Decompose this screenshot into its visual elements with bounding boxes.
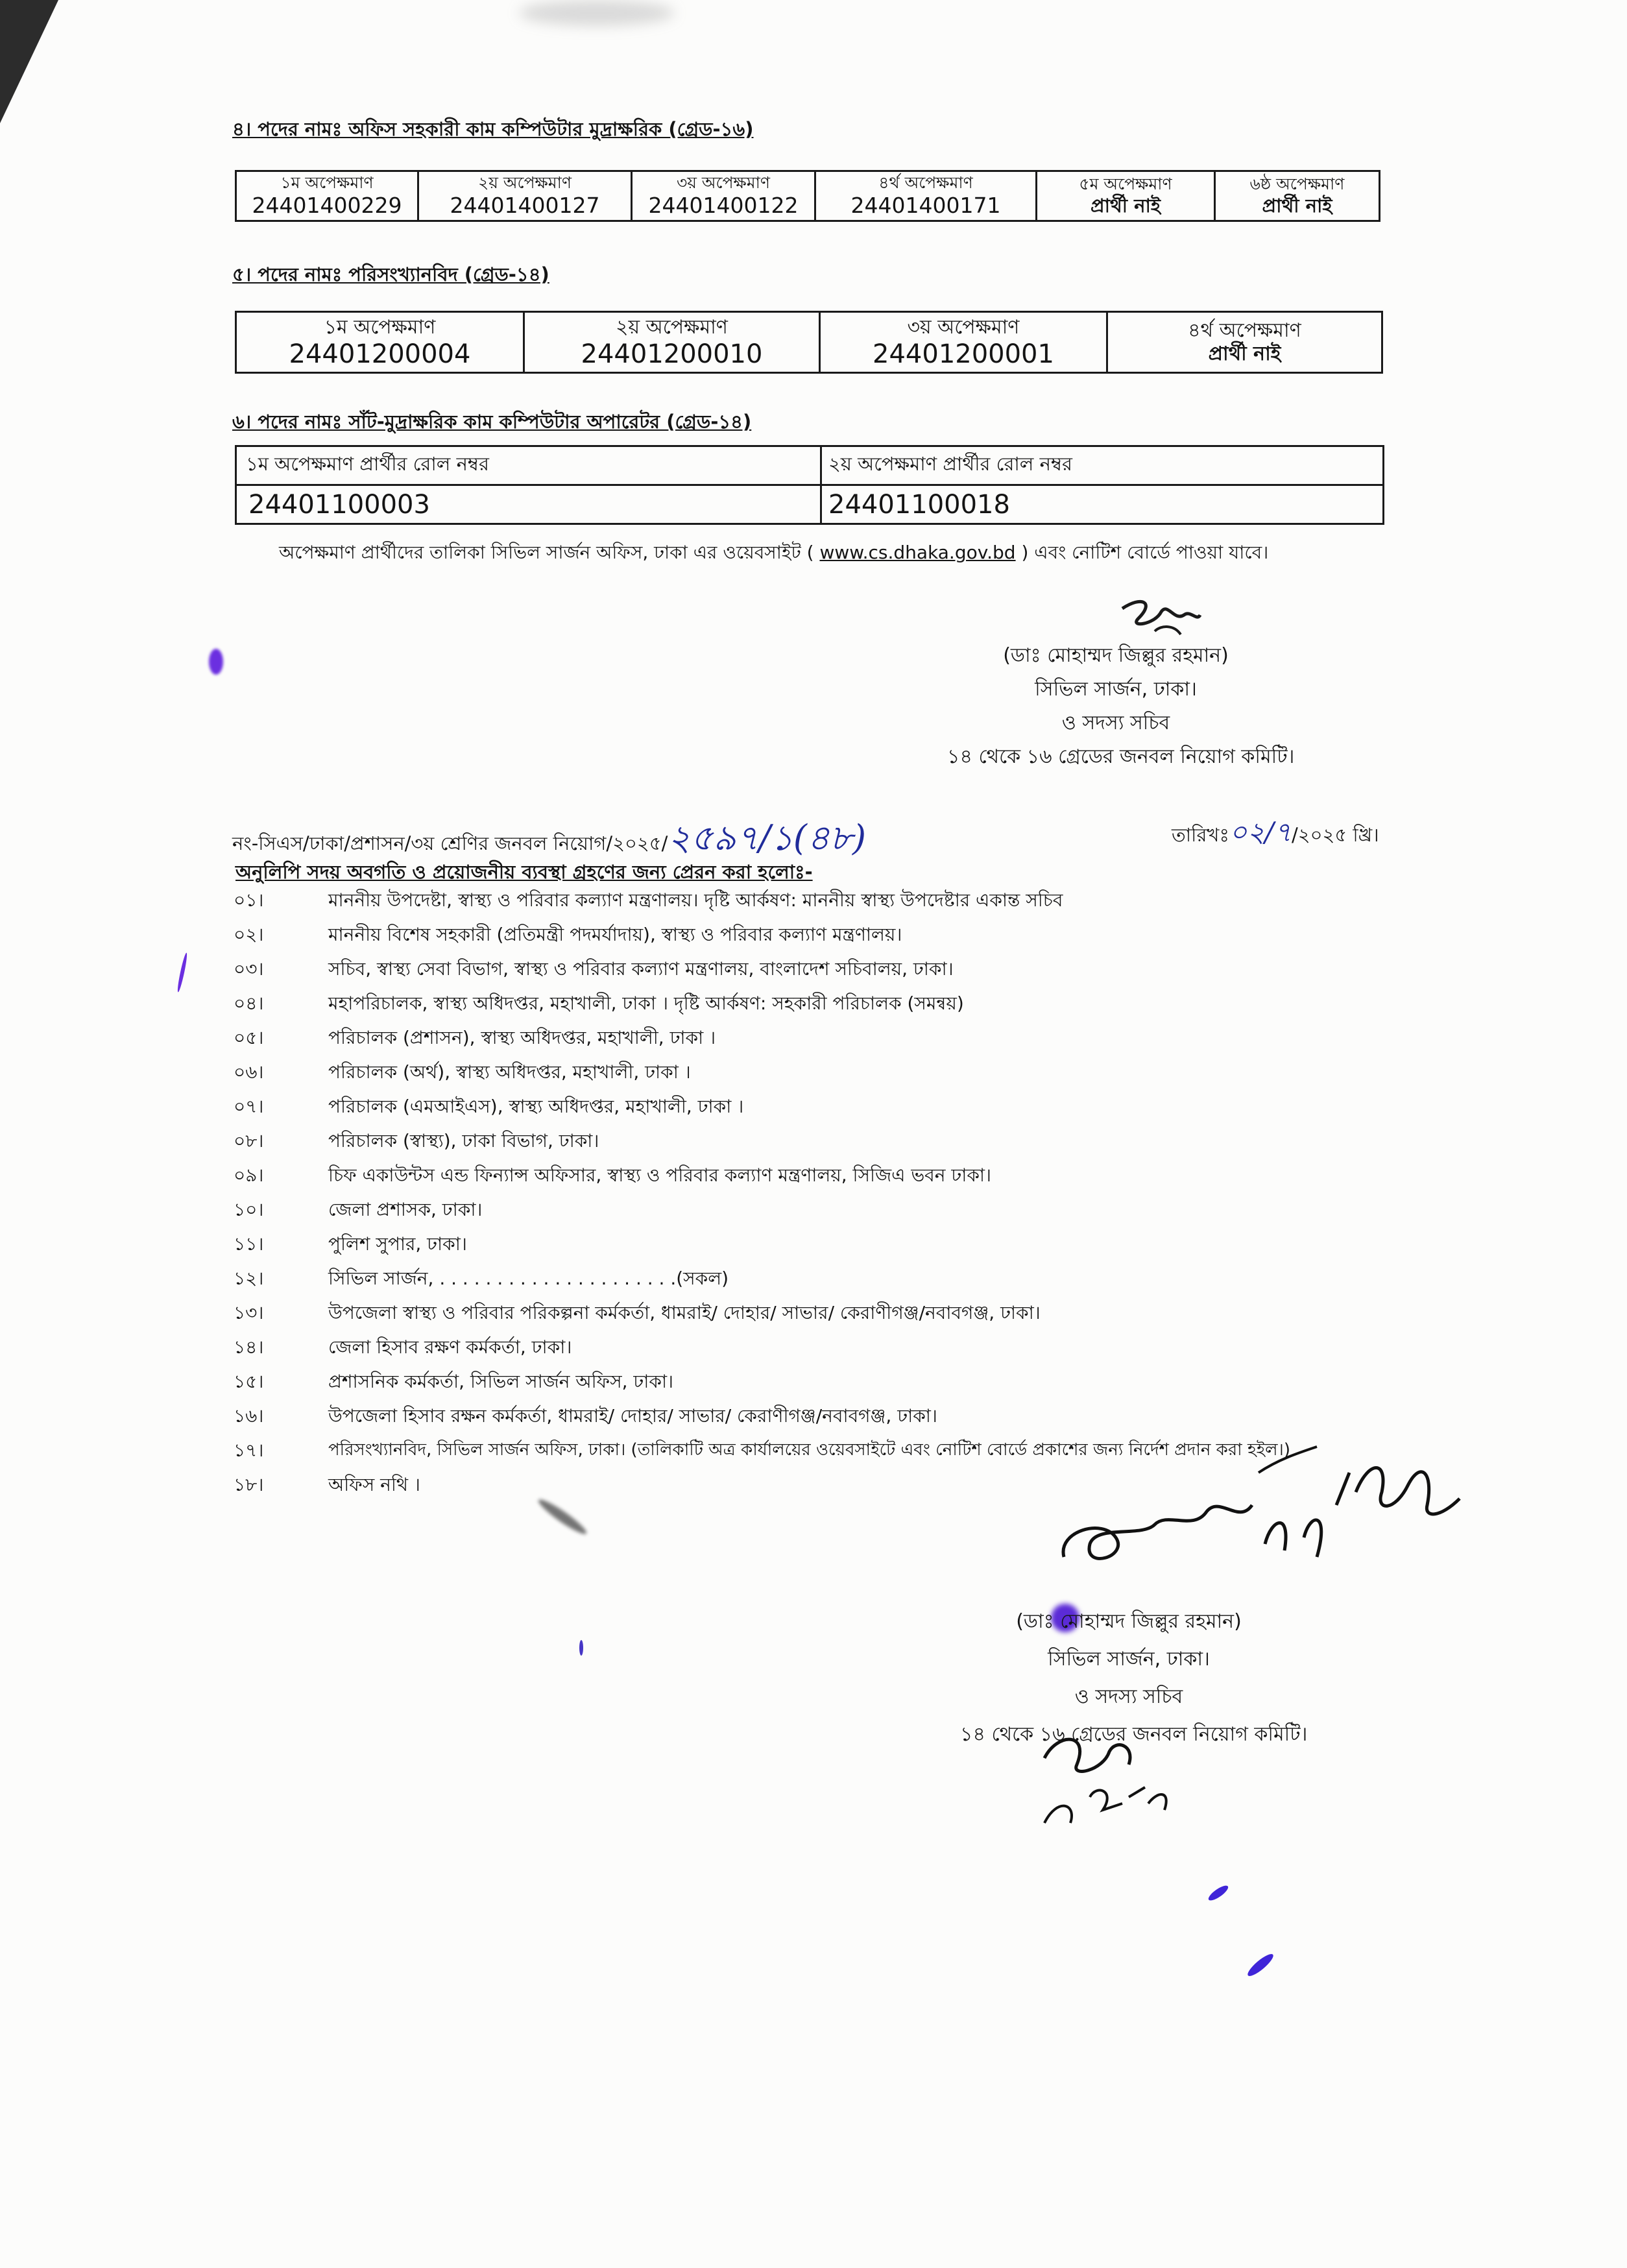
signatory-title: সিভিল সার্জন, ঢাকা। (1048, 1648, 1210, 1671)
signatory-committee: ১৪ থেকে ১৬ গ্রেডের জনবল নিয়োগ কমিটি। (960, 1723, 1308, 1746)
section5-cell: ৩য় অপেক্ষমাণ 24401200001 (820, 312, 1107, 373)
date-handwritten: ০২/৭ (1229, 816, 1292, 848)
ink-blot (209, 649, 223, 675)
signatory-name: (ডাঃ মোহাম্মদ জিল্লুর রহমান) (1016, 1610, 1242, 1633)
notice-text: অপেক্ষমাণ প্রার্থীদের তালিকা সিভিল সার্জন অফিস, ঢাকা এর ওয়েবসাইট ( www.cs.dhaka.gov.bd ) এবং নোটিশ বোর্ডে পাওয়া যাবে। (279, 542, 1269, 563)
signatory-committee: ১৪ থেকে ১৬ গ্রেডের জনবল নিয়োগ কমিটি। (947, 745, 1295, 768)
section5-cell: ২য় অপেক্ষমাণ 24401200010 (524, 312, 820, 373)
ink-mark (176, 952, 189, 993)
ink-mark (579, 1640, 583, 1656)
section4-cell: ২য় অপেক্ষমাণ 24401400127 (418, 171, 632, 221)
section4-table (235, 170, 1380, 222)
section5-cell: ৪র্থ অপেক্ষমাণ প্রার্থী নাই (1107, 312, 1382, 373)
section6-value-cell: 24401100018 (821, 485, 1384, 524)
memo-number-handwritten: ২৫৯৭/১(৪৮) (668, 817, 867, 858)
section5-heading: ৫। পদের নামঃ পরিসংখ্যানবিদ (গ্রেড-১৪) (232, 263, 549, 285)
cc-title: অনুলিপি সদয় অবগতি ও প্রয়োজনীয় ব্যবস্থা গ্রহণের জন্য প্রেরন করা হলোঃ- (235, 861, 813, 883)
memo-date: তারিখঃ০২/৭/২০২৫ খ্রি। (1172, 816, 1379, 848)
ink-smudge (536, 1496, 590, 1538)
section4-cell: ৪র্থ অপেক্ষমাণ 24401400171 (815, 171, 1037, 221)
signature-1-scribble (1116, 596, 1207, 644)
ink-mark (1245, 1951, 1275, 1979)
signatory-role: ও সদস্য সচিব (1074, 1685, 1183, 1708)
section4-cell: ৬ষ্ঠ অপেক্ষমাণ প্রার্থী নাই (1215, 171, 1380, 221)
section6-table (235, 445, 1384, 525)
section6-label-cell: ২য় অপেক্ষমাণ প্রার্থীর রোল নম্বর (821, 446, 1384, 485)
section6-label-cell: ১ম অপেক্ষমাণ প্রার্থীর রোল নম্বর (236, 446, 821, 485)
section5-table (235, 311, 1383, 374)
signature-block-1 (947, 640, 1295, 775)
section4-cell: ১ম অপেক্ষমাণ 24401400229 (236, 171, 418, 221)
ink-smudge (519, 0, 675, 26)
ink-mark (1207, 1883, 1230, 1903)
signatory-name: (ডাঃ মোহাম্মদ জিল্লুর রহমান) (1003, 644, 1229, 667)
website-link[interactable]: www.cs.dhaka.gov.bd (819, 542, 1016, 563)
section4-cell: ৩য় অপেক্ষমাণ 24401400122 (632, 171, 815, 221)
section6-value-cell: 24401100003 (236, 485, 821, 524)
memo-reference: নং-সিএস/ঢাকা/প্রশাসন/৩য় শ্রেণির জনবল নিয়োগ/২০২৫/২৫৯৭/১(৪৮) (232, 817, 867, 858)
section4-cell: ৫ম অপেক্ষমাণ প্রার্থী নাই (1037, 171, 1215, 221)
section6-heading: ৬। পদের নামঃ সাঁট-মুদ্রাক্ষরিক কাম কম্পিউটার অপারেটর (গ্রেড-১৪) (232, 411, 752, 433)
scan-corner-shadow (0, 0, 58, 123)
signatory-title: সিভিল সার্জন, ঢাকা। (1035, 678, 1197, 701)
initial-scribble (1031, 1726, 1187, 1836)
signature-2-scribble (1044, 1434, 1473, 1596)
section5-cell: ১ম অপেক্ষমাণ 24401200004 (236, 312, 524, 373)
signatory-role: ও সদস্য সচিব (1061, 712, 1170, 734)
section4-heading: ৪। পদের নামঃ অফিস সহকারী কাম কম্পিউটার মুদ্রাক্ষরিক (গ্রেড-১৬) (232, 118, 754, 140)
